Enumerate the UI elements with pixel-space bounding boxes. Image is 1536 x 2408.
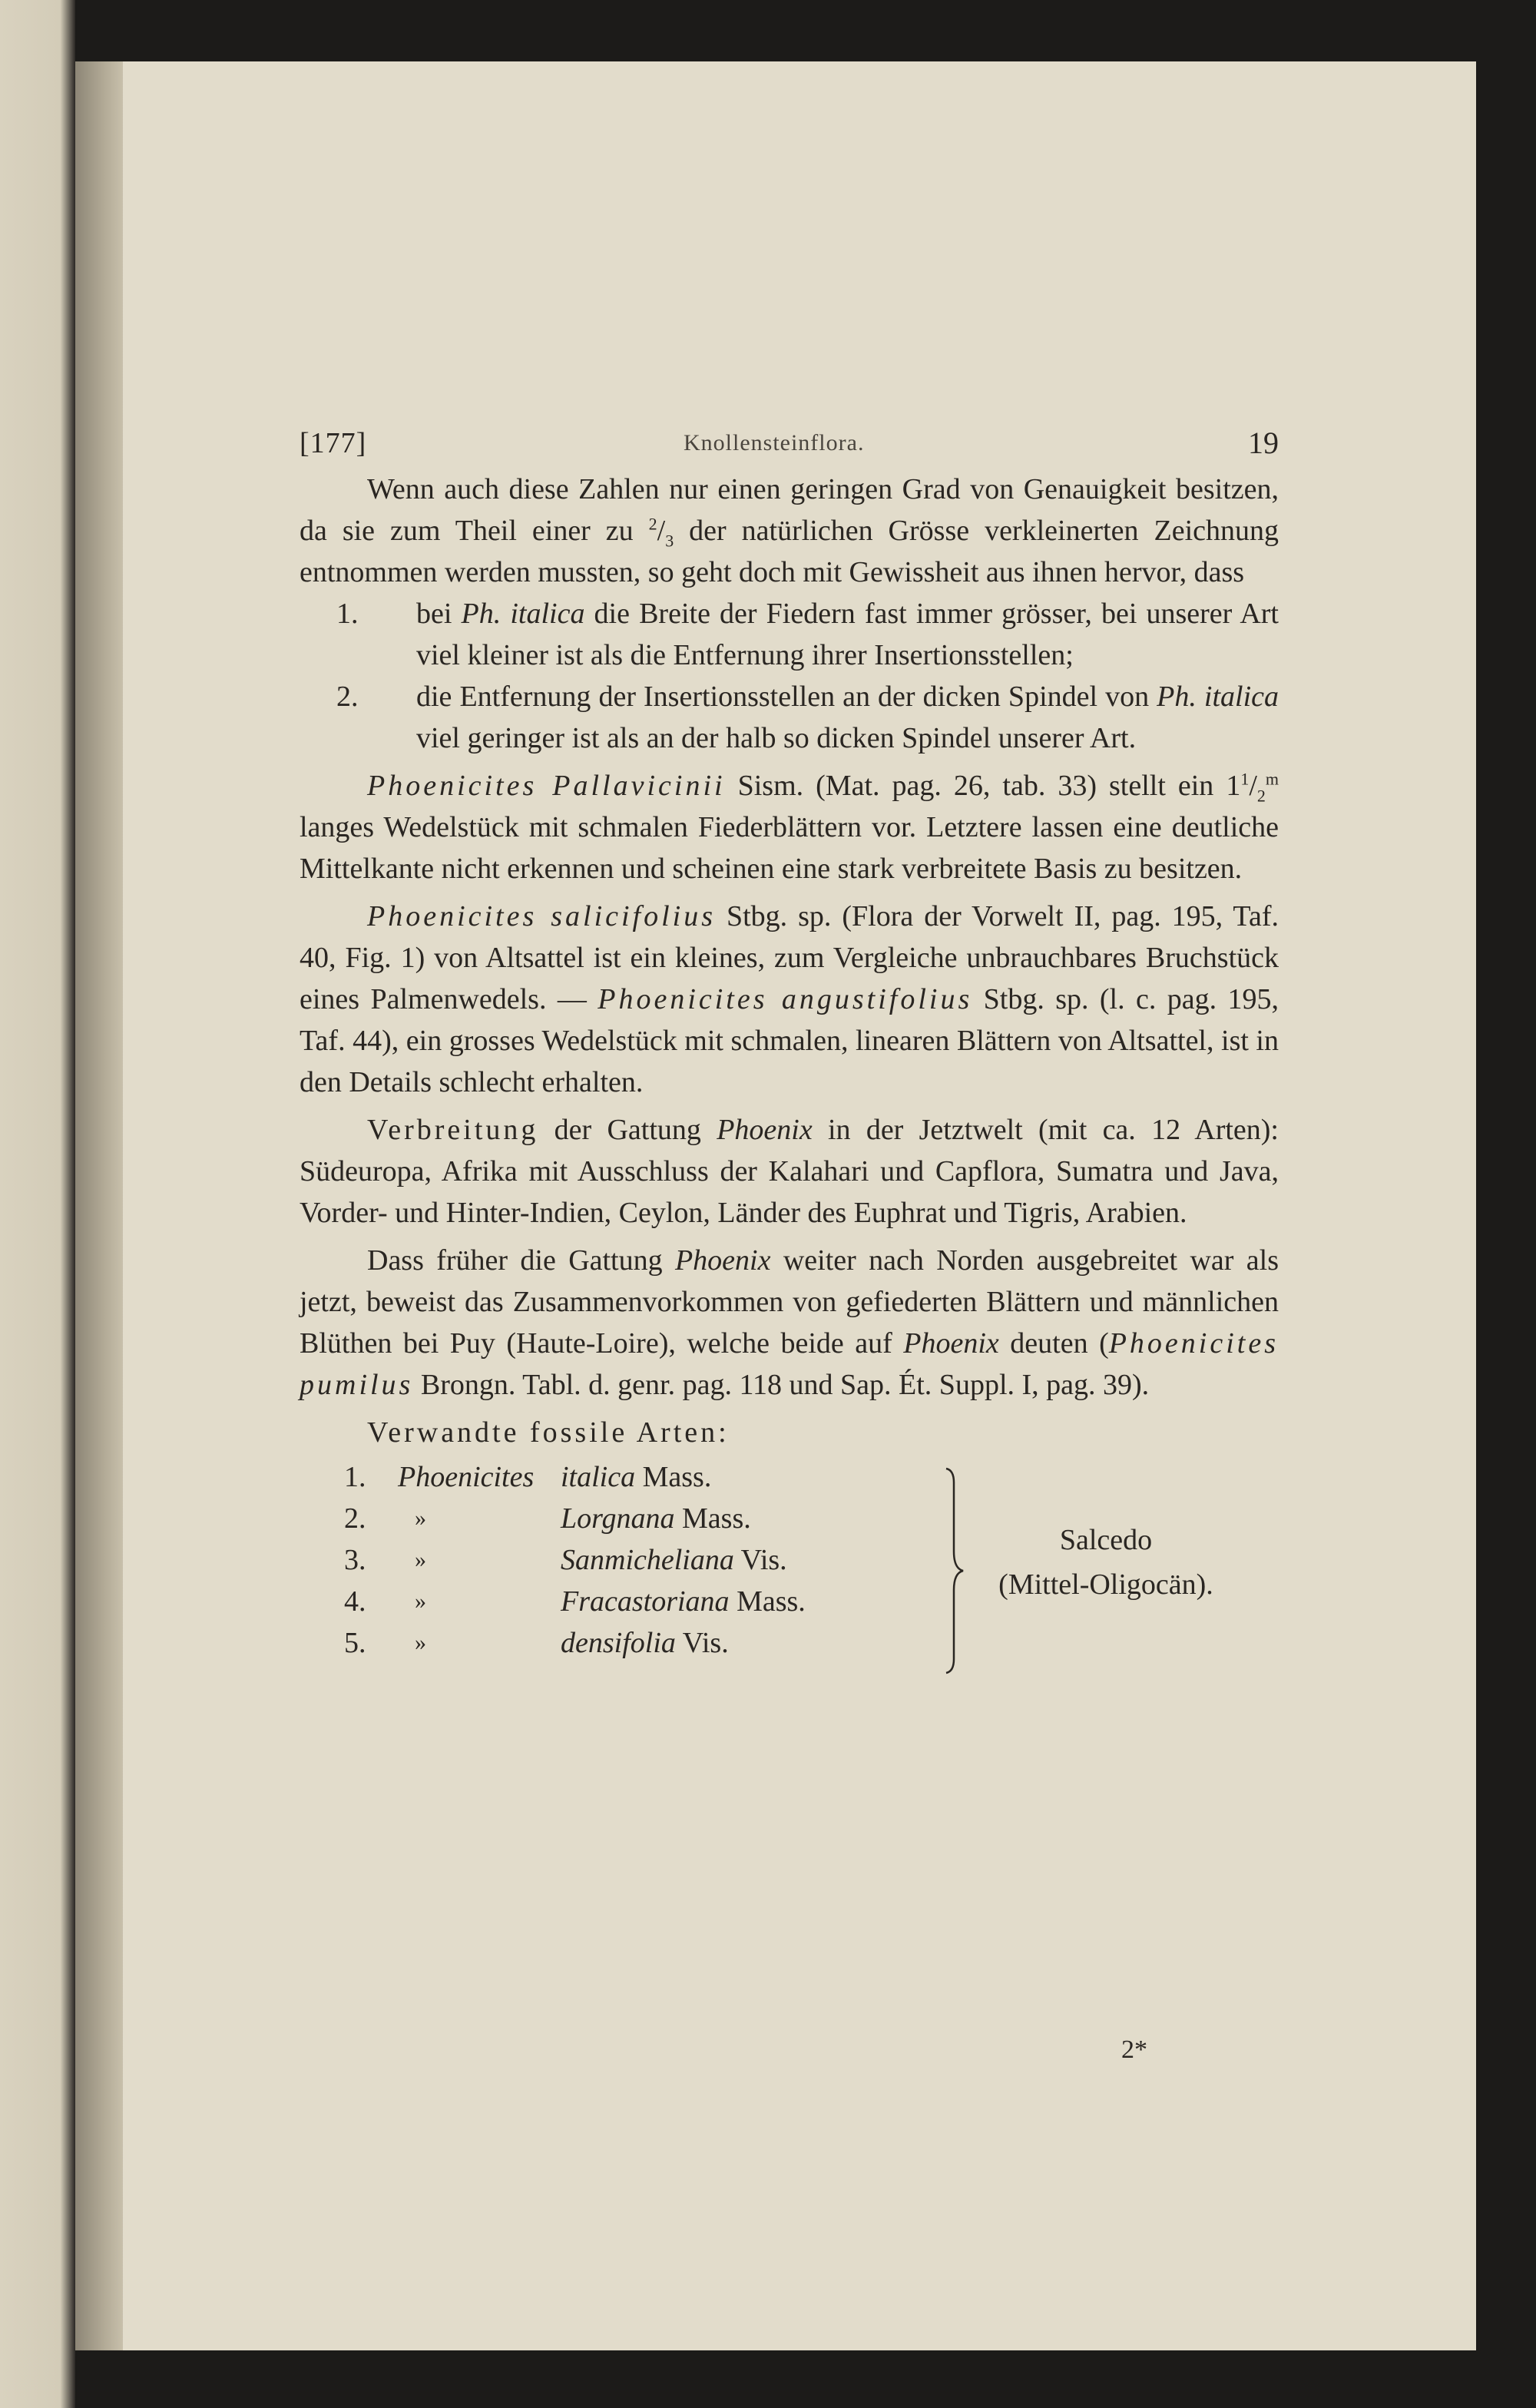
list-item-text: bei Ph. italica die Breite der Fiedern fast immer grösser, bei unserer Art viel kleiner ist als die Entfernung ihrer Insertionsstellen; — [416, 598, 1279, 671]
ditto-mark: » — [415, 1588, 426, 1614]
species-row: 1. Phoenicites italica Mass. — [344, 1461, 712, 1493]
locality-label — [975, 1518, 1236, 1607]
signature-mark: 2* — [1121, 2035, 1147, 2064]
related-species-list — [300, 1456, 1279, 1679]
list-item — [300, 676, 1279, 759]
page-gutter-shadow — [75, 61, 129, 2350]
paragraph-salicifolius: Phoenicites salicifolius Stbg. sp. (Flora der Vorwelt II, pag. 195, Taf. 40, Fig. 1) von Altsattel ist ein kleines, zum Vergleiche unbrauchbares Bruchstück eines Palmenwedels. — Phoenicites angustifolius Stbg. sp. (l. c. pag. 195, Taf. 44), ein grosses Wedelstück mit schmalen, linearen Blättern von Altsattel, ist in den Details schlecht erhalten. — [300, 900, 1279, 1098]
paragraph-frueher: Dass früher die Gattung Phoenix weiter nach Norden ausgebreitet war als jetzt, beweist das Zusammenvorkommen von gefiederten Blättern und männlichen Blüthen bei Puy (Haute-Loire), welche beide auf Phoenix deuten (Phoenicites pumilus Brongn. Tabl. d. genr. pag. 118 und Sap. Ét. Suppl. I, pag. 39). — [300, 1244, 1279, 1401]
species-row: 4. » Fracastoriana Mass. — [300, 1581, 1068, 1622]
scan-left-edge — [0, 0, 75, 2408]
running-title: Knollensteinflora. — [684, 430, 865, 455]
locality-name: Salcedo — [1059, 1524, 1153, 1556]
intro-paragraph: Wenn auch diese Zahlen nur einen geringen Grad von Genauigkeit besitzen, da sie zum Theil einer zu $^2/_3$ der natürlichen Grösse verkleinerten Zeichnung entnommen werden mussten, so geht doch mit Gewissheit aus ihnen hervor, dass — [300, 473, 1279, 588]
book-page — [123, 61, 1476, 2350]
species-row: 3. » Sanmicheliana Vis. — [300, 1539, 1068, 1581]
related-species-heading: Verwandte fossile Arten: — [367, 1416, 730, 1449]
page-bracket-number: [177] — [300, 427, 367, 459]
paragraph-pallavicinii: Phoenicites Pallavicinii Sism. (Mat. pag. 26, tab. 33) stellt ein $1^1/_2^m$ langes Wedelstück mit schmalen Fiederblättern vor. Letztere lassen eine deutliche Mittelkante nicht erkennen und scheinen eine stark verbreitete Basis zu besitzen. — [300, 769, 1279, 885]
page-content — [300, 369, 1279, 1679]
running-head — [300, 422, 1279, 469]
list-item-number: 2. — [336, 681, 359, 713]
list-item-text: die Entfernung der Insertionsstellen an der dicken Spindel von Ph. italica viel geringer ist als an der halb so dicken Spindel unserer Art. — [416, 681, 1279, 754]
paragraph-verbreitung: Verbreitung der Gattung Phoenix in der Jetztwelt (mit ca. 12 Arten): Südeuropa, Afrika mit Ausschluss der Kalahari und Capflora, Sumatra und Java, Vorder- und Hinter-Indien, Ceylon, Länder des Euphrat und Tigris, Arabien. — [300, 1114, 1279, 1229]
list-item — [300, 593, 1279, 676]
species-row: 5. » densifolia Vis. — [300, 1622, 1068, 1664]
ditto-mark: » — [415, 1547, 426, 1572]
ditto-mark: » — [415, 1630, 426, 1655]
species-row: 2. » Lorgnana Mass. — [300, 1498, 1068, 1539]
list-item-number: 1. — [336, 598, 359, 630]
page-number: 19 — [1248, 426, 1279, 460]
geologic-age: (Mittel-Oligocän). — [998, 1568, 1213, 1601]
ditto-mark: » — [415, 1505, 426, 1531]
grouping-brace — [943, 1467, 966, 1674]
